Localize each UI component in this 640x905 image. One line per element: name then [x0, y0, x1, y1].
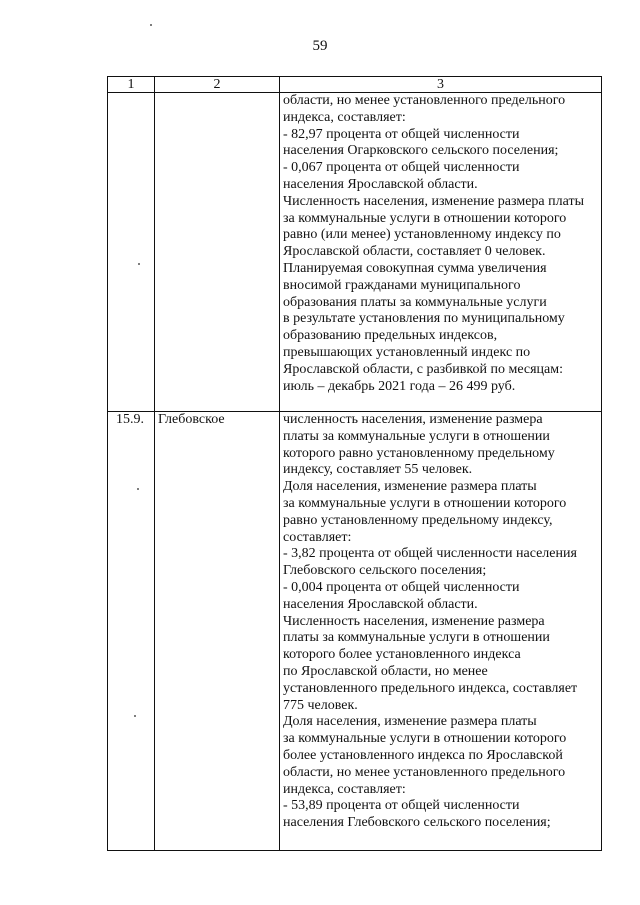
scan-speck [134, 715, 136, 717]
text-line: населения Ярославской области. [283, 596, 478, 612]
text-line: Доля населения, изменение размера платы [283, 479, 537, 495]
description-cell [280, 412, 602, 851]
text-line: области, но менее установленного предельного [283, 764, 566, 780]
text-line: индекса, составляет: [283, 109, 406, 125]
text-line: которого более установленного индекса [283, 647, 521, 663]
text-line: населения Глебовского сельского поселения; [283, 815, 551, 831]
text-line: Численность населения, изменение размера [283, 613, 545, 629]
table-header-row [108, 77, 602, 93]
text-line: составляет: [283, 529, 352, 545]
text-line: в результате установления по муниципальному [283, 311, 565, 327]
text-line: численность населения, изменение размера [283, 412, 543, 427]
text-line: превышающих установленный индекс по [283, 344, 531, 360]
table-row [108, 412, 602, 851]
settlement-name-cell [155, 93, 280, 412]
text-line: более установленного индекса по Ярославской [283, 747, 563, 763]
header-col-3: 3 [280, 77, 602, 93]
text-line: индексу, составляет 55 человек. [283, 462, 473, 478]
text-line: Ярославской области, с разбивкой по месяцам: [283, 361, 564, 377]
description-cell [280, 93, 602, 412]
scan-speck [150, 24, 152, 26]
text-line: июль – декабрь 2021 года – 26 499 руб. [283, 378, 516, 394]
text-line: образованию предельных индексов, [283, 328, 498, 344]
text-line: за коммунальные услуги в отношении которого [283, 495, 567, 511]
page-number: 59 [312, 38, 328, 54]
text-line: Планируемая совокупная сумма увеличения [283, 260, 547, 276]
text-line: платы за коммунальные услуги в отношении [283, 428, 550, 444]
header-col-1: 1 [108, 77, 155, 93]
text-line: 775 человек. [283, 697, 358, 713]
text-line: населения Огарковского сельского поселения; [283, 143, 559, 159]
text-line: Глебовского сельского поселения; [283, 563, 487, 579]
text-line: - 3,82 процента от общей численности населения [283, 546, 577, 562]
text-line: платы за коммунальные услуги в отношении [283, 630, 550, 646]
scan-speck [138, 263, 140, 265]
text-line: Ярославской области, составляет 0 человек. [283, 244, 546, 260]
text-line: за коммунальные услуги в отношении которого [283, 210, 567, 226]
text-line: области, но менее установленного предельного [283, 93, 566, 108]
text-line: индекса, составляет: [283, 781, 406, 797]
scan-speck [137, 488, 139, 490]
header-col-2: 2 [155, 77, 280, 93]
text-line: Численность населения, изменение размера платы [283, 193, 584, 209]
text-line: Доля населения, изменение размера платы [283, 714, 537, 730]
text-line: которого равно установленному предельному [283, 445, 555, 461]
settlement-name-cell: Глебовское [155, 412, 280, 851]
row-number-cell: 15.9. [108, 412, 155, 851]
text-line: установленного предельного индекса, составляет [283, 680, 578, 696]
text-line: равно установленному предельному индексу, [283, 512, 553, 528]
text-line: - 0,067 процента от общей численности [283, 160, 520, 176]
text-line: - 53,89 процента от общей численности [283, 798, 520, 814]
text-line: равно (или менее) установленному индексу по [283, 227, 561, 243]
data-table [107, 76, 602, 851]
text-line: населения Ярославской области. [283, 176, 478, 192]
table-row [108, 93, 602, 412]
text-line: - 82,97 процента от общей численности [283, 126, 520, 142]
text-line: образования платы за коммунальные услуги [283, 294, 547, 310]
text-line: - 0,004 процента от общей численности [283, 579, 520, 595]
text-line: за коммунальные услуги в отношении которого [283, 731, 567, 747]
text-line: вносимой гражданами муниципального [283, 277, 521, 293]
row-number-cell [108, 93, 155, 412]
text-line: по Ярославской области, но менее [283, 663, 488, 679]
